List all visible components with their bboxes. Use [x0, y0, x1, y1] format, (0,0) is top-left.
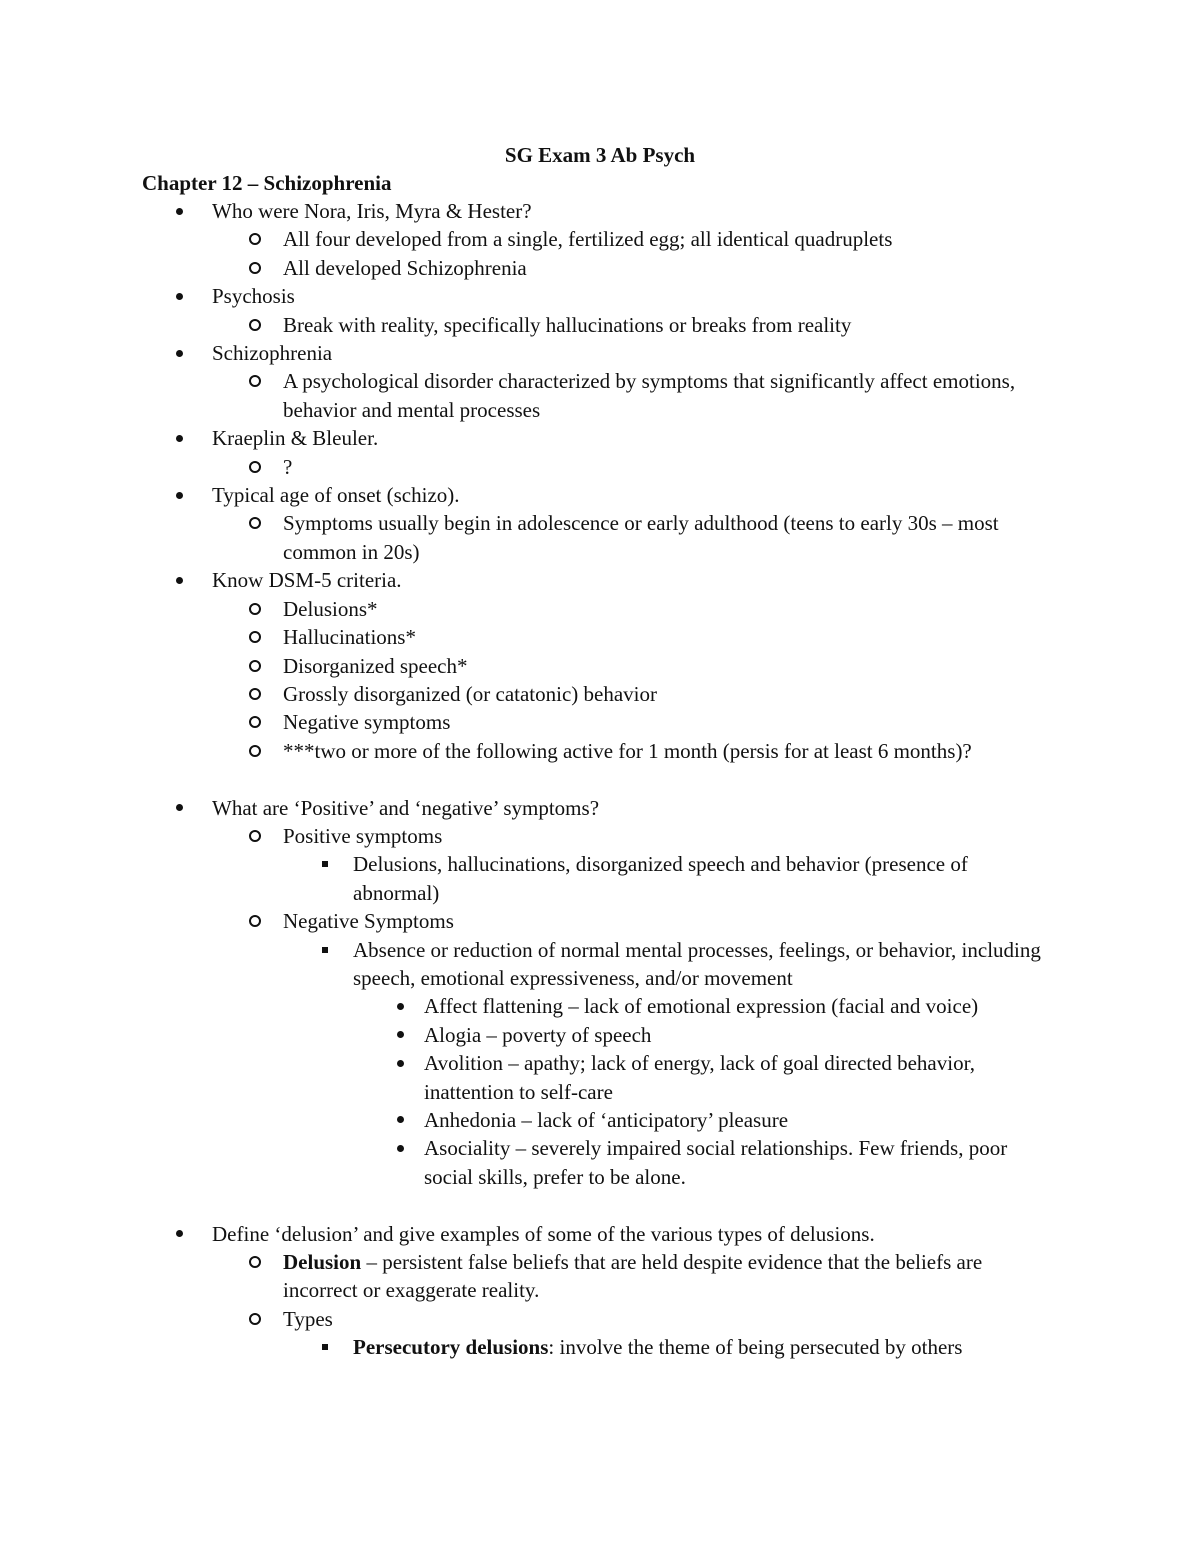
bullet-square-icon	[315, 1333, 335, 1361]
bullet-ring-icon	[245, 1248, 265, 1276]
item-text: ***two or more of the following active for 1 month (persis for at least 6 months)?	[283, 738, 972, 763]
item-text: Positive symptoms	[283, 823, 443, 848]
item-text: Psychosis	[212, 284, 295, 309]
bullet-ring-icon	[245, 907, 265, 935]
sub-sub-item	[0, 936, 1200, 993]
bullet-ring-icon	[245, 311, 265, 339]
sub-sub-item-persecutory	[0, 1333, 1200, 1361]
bullet-dot-icon	[390, 992, 410, 1020]
sub-item	[0, 453, 1200, 481]
deep-item	[0, 1106, 1200, 1134]
item-text: A psychological disorder characterized by symptoms that significantly affect emotions, behavior and mental processes	[283, 369, 1016, 422]
bullet-dot-icon	[169, 282, 189, 310]
sub-item-delusion-definition	[0, 1248, 1200, 1305]
bullet-dot-icon	[169, 424, 189, 452]
bullet-ring-icon	[245, 708, 265, 736]
bullet-ring-icon	[245, 652, 265, 680]
document-title: SG Exam 3 Ab Psych	[504, 143, 696, 167]
item-text: Affect flattening – lack of emotional expression (facial and voice)	[424, 994, 979, 1019]
item-text: All developed Schizophrenia	[283, 255, 527, 280]
outline	[0, 197, 1200, 1362]
item-text: Delusions, hallucinations, disorganized speech and behavior (presence of abnormal)	[353, 852, 968, 905]
bullet-ring-icon	[245, 225, 265, 253]
item-text: Negative symptoms	[283, 710, 451, 735]
item-text: Define ‘delusion’ and give examples of some of the various types of delusions.	[212, 1221, 875, 1246]
item-text: ?	[283, 454, 293, 479]
deep-item	[0, 1134, 1200, 1191]
blank-line	[0, 1191, 1200, 1219]
blank-line	[0, 765, 1200, 793]
outline-item-psychosis	[0, 282, 1200, 310]
sub-item	[0, 254, 1200, 282]
outline-item-schizophrenia	[0, 339, 1200, 367]
item-text: Negative Symptoms	[283, 909, 454, 934]
item-text: Break with reality, specifically hallucinations or breaks from reality	[283, 312, 852, 337]
sub-item	[0, 595, 1200, 623]
item-text: Delusions*	[283, 596, 378, 621]
bullet-square-icon	[315, 936, 335, 964]
sub-sub-item	[0, 850, 1200, 907]
bullet-dot-icon	[390, 1021, 410, 1049]
sub-item	[0, 708, 1200, 736]
sub-item	[0, 311, 1200, 339]
item-text: Types	[283, 1306, 333, 1331]
item-text: Anhedonia – lack of ‘anticipatory’ pleasure	[424, 1107, 789, 1132]
item-text: Absence or reduction of normal mental processes, feelings, or behavior, including speech, emotional expressiveness, and/or movement	[353, 937, 1041, 990]
bullet-dot-icon	[169, 1220, 189, 1248]
item-text: Grossly disorganized (or catatonic) behavior	[283, 681, 657, 706]
sub-item	[0, 509, 1200, 566]
bullet-ring-icon	[245, 623, 265, 651]
bullet-ring-icon	[245, 822, 265, 850]
bullet-dot-icon	[169, 566, 189, 594]
sub-item	[0, 737, 1200, 765]
item-text: Kraeplin & Bleuler.	[212, 426, 379, 451]
item-text: Disorganized speech*	[283, 653, 468, 678]
sub-item-types	[0, 1305, 1200, 1333]
bullet-ring-icon	[245, 737, 265, 765]
outline-item-dsm5	[0, 566, 1200, 594]
bullet-dot-icon	[169, 794, 189, 822]
item-text: What are ‘Positive’ and ‘negative’ symptoms?	[212, 795, 600, 820]
bullet-dot-icon	[390, 1049, 410, 1077]
item-text: Asociality – severely impaired social relationships. Few friends, poor social skills, prefer to be alone.	[424, 1136, 1008, 1189]
outline-item-age-of-onset	[0, 481, 1200, 509]
outline-item-quadruplets	[0, 197, 1200, 225]
bullet-ring-icon	[245, 1305, 265, 1333]
item-text: Who were Nora, Iris, Myra & Hester?	[212, 199, 532, 223]
sub-item-positive	[0, 822, 1200, 850]
item-text: Avolition – apathy; lack of energy, lack of goal directed behavior, inattention to self-care	[424, 1051, 975, 1104]
bullet-square-icon	[315, 850, 335, 878]
bullet-ring-icon	[245, 680, 265, 708]
sub-item	[0, 623, 1200, 651]
sub-item	[0, 225, 1200, 253]
deep-item	[0, 992, 1200, 1020]
item-text: Schizophrenia	[212, 341, 333, 366]
deep-item	[0, 1049, 1200, 1106]
sub-item	[0, 367, 1200, 424]
bullet-ring-icon	[245, 453, 265, 481]
item-text: Symptoms usually begin in adolescence or early adulthood (teens to early 30s – most common in 20s)	[283, 511, 999, 564]
bullet-ring-icon	[245, 254, 265, 282]
bullet-dot-icon	[169, 197, 189, 225]
item-text: Hallucinations*	[283, 625, 416, 650]
sub-item	[0, 652, 1200, 680]
definition-delusion: – persistent false beliefs that are held despite evidence that the beliefs are incorrect or exaggerate reality.	[283, 1250, 983, 1303]
term-persecutory: Persecutory delusions	[353, 1335, 549, 1360]
sub-item	[0, 680, 1200, 708]
item-text: Know DSM-5 criteria.	[212, 568, 402, 593]
bullet-dot-icon	[390, 1106, 410, 1134]
bullet-ring-icon	[245, 367, 265, 395]
item-text: Typical age of onset (schizo).	[212, 483, 460, 508]
bullet-dot-icon	[169, 339, 189, 367]
bullet-ring-icon	[245, 595, 265, 623]
item-text: Alogia – poverty of speech	[424, 1022, 652, 1047]
bullet-dot-icon	[390, 1134, 410, 1162]
deep-item	[0, 1021, 1200, 1049]
chapter-heading: Chapter 12 – Schizophrenia	[142, 171, 392, 195]
term-delusion: Delusion	[283, 1250, 362, 1274]
bullet-ring-icon	[245, 509, 265, 537]
outline-item-positive-negative	[0, 794, 1200, 822]
bullet-dot-icon	[169, 481, 189, 509]
sub-item-negative	[0, 907, 1200, 935]
definition-persecutory: : involve the theme of being persecuted by others	[548, 1335, 963, 1360]
outline-item-delusion	[0, 1220, 1200, 1248]
outline-item-kraeplin-bleuler	[0, 424, 1200, 452]
item-text: All four developed from a single, fertilized egg; all identical quadruplets	[283, 227, 893, 252]
